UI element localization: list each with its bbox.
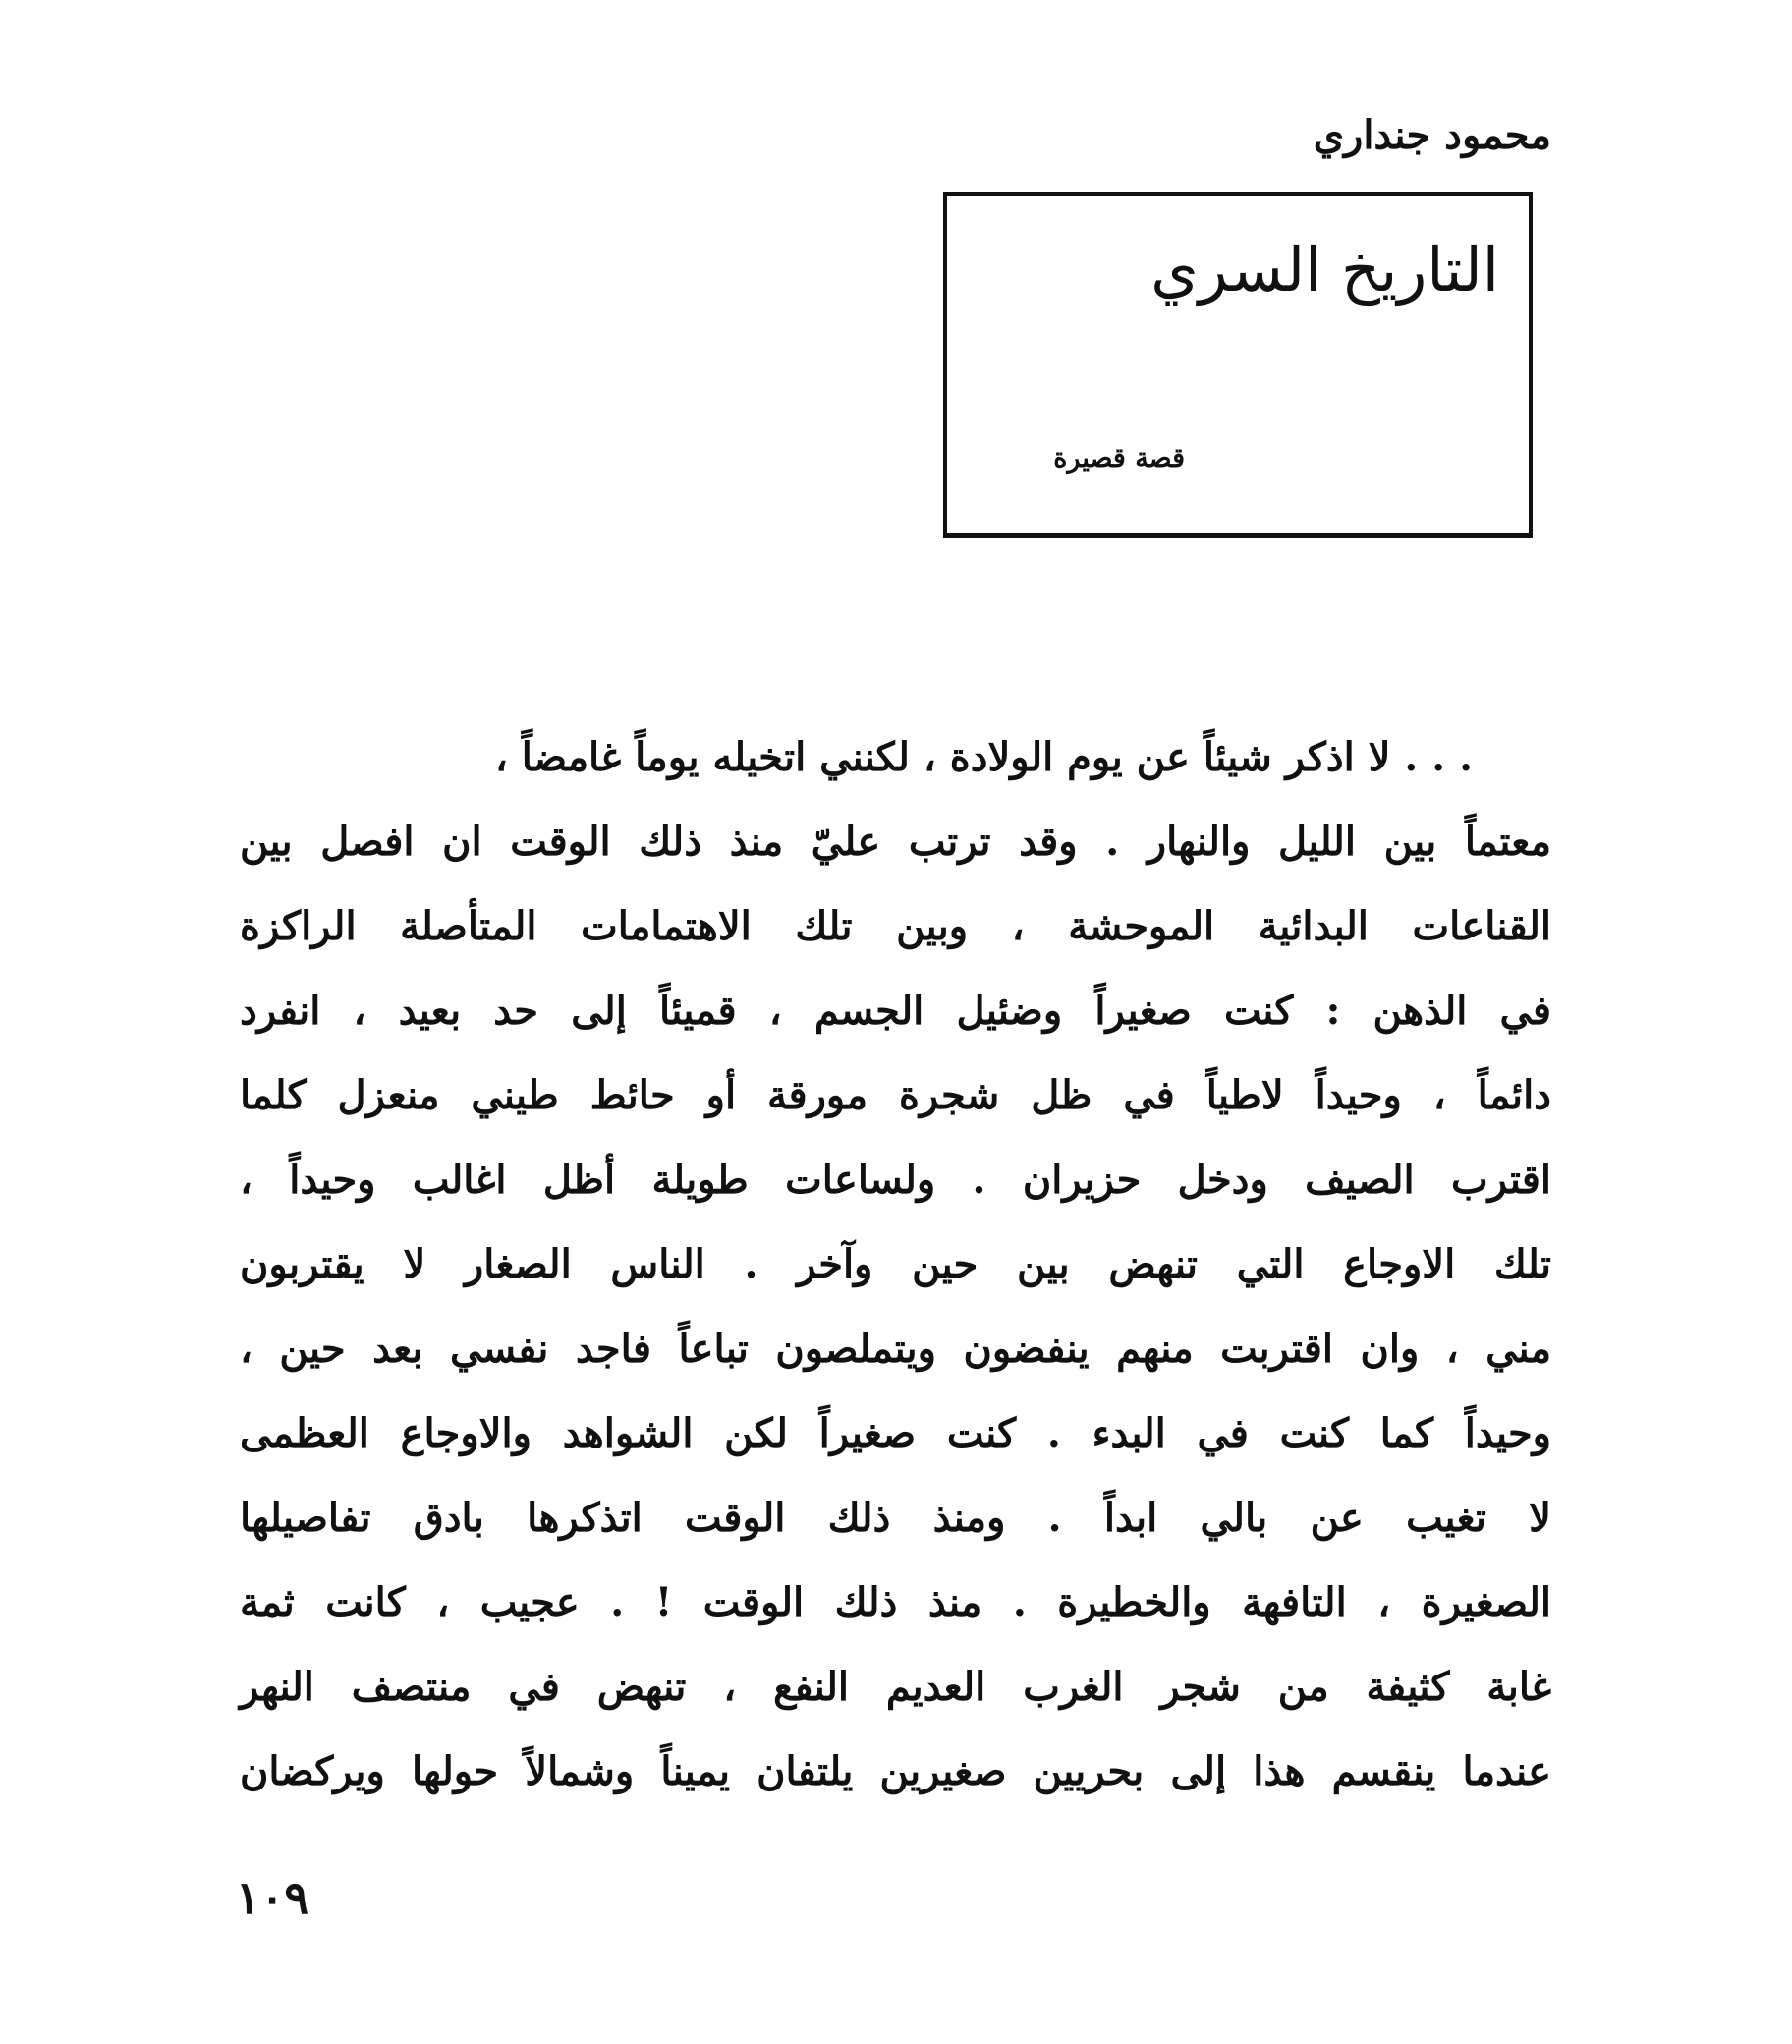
page-number: ١٠٩ <box>236 1871 309 1924</box>
text-line: الصغيرة ، التافهة والخطيرة . منذ ذلك الوقت ! . عجيب ، كانت ثمة <box>240 1579 1551 1625</box>
story-title: التاريخ السري <box>1150 234 1499 306</box>
text-line: دائماً ، وحيداً لاطياً في ظل شجرة مورقة أو حائط طيني منعزل كلما <box>240 1072 1551 1118</box>
story-genre-label: قصة قصيرة <box>1053 443 1185 474</box>
title-box <box>943 192 1533 538</box>
text-line: . . . لا اذكر شيئاً عن يوم الولادة ، لكنني اتخيله يوماً غامضاً ، <box>494 734 1473 780</box>
text-line: في الذهن : كنت صغيراً وضئيل الجسم ، قميئاً إلى حد بعيد ، انفرد <box>240 988 1551 1034</box>
text-line: عندما ينقسم هذا إلى بحريين صغيرين يلتفان يميناً وشمالاً حولها ويركضان <box>240 1748 1551 1794</box>
text-line: لا تغيب عن بالي ابداً . ومنذ ذلك الوقت اتذكرها بادق تفاصيلها <box>240 1495 1551 1541</box>
text-line: تلك الاوجاع التي تنهض بين حين وآخر . الناس الصغار لا يقتربون <box>240 1241 1551 1287</box>
text-line: معتماً بين الليل والنهار . وقد ترتب عليّ منذ ذلك الوقت ان افصل بين <box>240 819 1551 865</box>
text-line: غابة كثيفة من شجر الغرب العديم النفع ، تنهض في منتصف النهر <box>240 1664 1551 1710</box>
text-line: القناعات البدائية الموحشة ، وبين تلك الاهتمامات المتأصلة الراكزة <box>240 903 1551 949</box>
text-line: وحيداً كما كنت في البدء . كنت صغيراً لكن الشواهد والاوجاع العظمى <box>240 1410 1551 1456</box>
text-line: اقترب الصيف ودخل حزيران . ولساعات طويلة أظل اغالب وحيداً ، <box>240 1157 1551 1203</box>
story-body <box>240 715 1551 1814</box>
text-line: مني ، وان اقتربت منهم ينفضون ويتملصون تباعاً فاجد نفسي بعد حين ، <box>240 1326 1551 1372</box>
author-name: محمود جنداري <box>1313 112 1551 158</box>
